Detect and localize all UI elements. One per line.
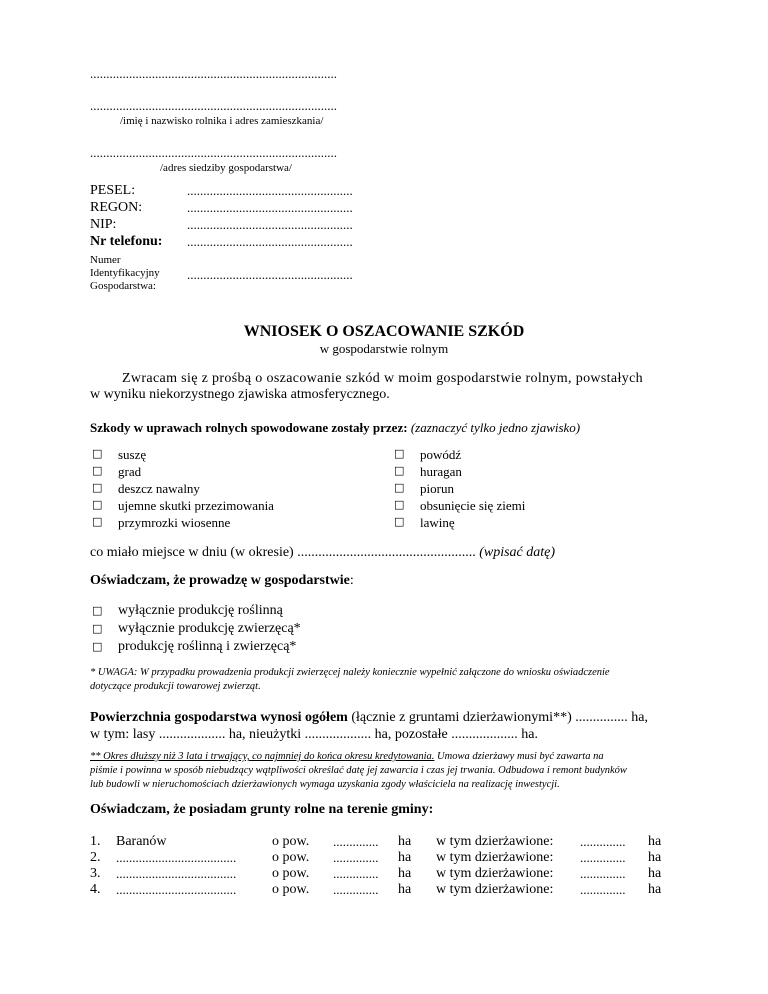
- land-row-lease: w tym dzierżawione:: [436, 850, 554, 865]
- checkbox-huragan[interactable]: □: [394, 464, 405, 477]
- land-row-opow: o pow.: [272, 834, 310, 849]
- land-row-lease: w tym dzierżawione:: [436, 866, 554, 881]
- land-row-lease-ha: ha: [648, 850, 662, 865]
- regon-field[interactable]: ...................................................: [187, 200, 353, 215]
- farm-id-label-2: Identyfikacyjny: [90, 267, 160, 279]
- land-row-lease: w tym dzierżawione:: [436, 834, 554, 849]
- production-heading: [90, 573, 354, 589]
- land-row-opow: o pow.: [272, 866, 310, 881]
- date-line-note: (wpisać datę): [479, 545, 556, 560]
- land-row-lease-ha: ha: [648, 882, 662, 897]
- checkbox-powodz[interactable]: □: [394, 447, 405, 460]
- lease-note: [90, 750, 710, 792]
- land-row-ha: ha: [398, 850, 412, 865]
- lease-note-line-3: lub budowli w nieruchomościach dzierżawionych wymaga uzyskania zgody właściciela na realizację inwestycji.: [90, 779, 560, 790]
- lease-note-line-1: [90, 750, 710, 764]
- phone-label: Nr telefonu:: [90, 234, 163, 249]
- pesel-label: PESEL:: [90, 183, 136, 198]
- damage-heading: [90, 420, 580, 436]
- checkbox-roslinna[interactable]: □: [92, 604, 103, 617]
- land-row-opow: o pow.: [272, 850, 310, 865]
- production-heading-text: Oświadczam, że prowadzę w gospodarstwie: [90, 573, 350, 588]
- land-row-gmina[interactable]: .....................................: [116, 850, 237, 865]
- lease-note-underlined: ** Okres dłuższy niż 3 lata i trwający, co najmniej do końca okresu kredytowania.: [90, 751, 435, 762]
- checkbox-lawina[interactable]: □: [394, 515, 405, 528]
- date-line-text: co miało miejsce w dniu (w okresie) ...................................................: [90, 545, 476, 560]
- land-row-gmina[interactable]: Baranów: [116, 834, 167, 849]
- checkbox-piorun[interactable]: □: [394, 481, 405, 494]
- name-line-2[interactable]: ............................................................................: [90, 98, 337, 113]
- pesel-field[interactable]: ...................................................: [187, 183, 353, 198]
- option-susza: suszę: [118, 447, 147, 462]
- option-przymrozki: przymrozki wiosenne: [118, 515, 231, 530]
- area-line-2[interactable]: w tym: lasy ................... ha, nieużytki ................... ha, pozostałe ................... ha.: [90, 727, 538, 742]
- land-row-gmina[interactable]: .....................................: [116, 866, 237, 881]
- option-deszcz: deszcz nawalny: [118, 481, 200, 496]
- land-row-num: 1.: [90, 834, 101, 849]
- land-row-lease-ha: ha: [648, 834, 662, 849]
- option-obsuniecie: obsunięcie się ziemi: [420, 498, 526, 513]
- farm-id-label-1: Numer: [90, 254, 121, 266]
- checkbox-deszcz[interactable]: □: [92, 481, 103, 494]
- checkbox-obsuniecie[interactable]: □: [394, 498, 405, 511]
- option-roslinna: wyłącznie produkcję roślinną: [118, 603, 283, 618]
- intro-line-1: Zwracam się z prośbą o oszacowanie szkód w moim gospodarstwie rolnym, powstałych: [122, 371, 643, 386]
- production-footnote-line-1: * UWAGA: W przypadku prowadzenia produkcji zwierzęcej należy koniecznie wypełnić załączone do wniosku oświadczenie: [90, 667, 610, 678]
- land-row-num: 2.: [90, 850, 101, 865]
- checkbox-grad[interactable]: □: [92, 464, 103, 477]
- option-powodz: powódź: [420, 447, 462, 462]
- damage-heading-note: (zaznaczyć tylko jedno zjawisko): [410, 420, 581, 435]
- farm-address-line[interactable]: ............................................................................: [90, 145, 337, 160]
- checkbox-mieszana[interactable]: □: [92, 640, 103, 653]
- area-heading: Powierzchnia gospodarstwa wynosi ogółem: [90, 710, 348, 725]
- production-footnote-line-2: dotyczące produkcji towarowej zwierząt.: [90, 681, 261, 692]
- nip-label: NIP:: [90, 217, 117, 232]
- option-zwierzeca: wyłącznie produkcję zwierzęcą*: [118, 621, 301, 636]
- phone-field[interactable]: ...................................................: [187, 234, 353, 249]
- option-piorun: piorun: [420, 481, 454, 496]
- name-line-1[interactable]: ............................................................................: [90, 66, 337, 81]
- document-title: WNIOSEK O OSZACOWANIE SZKÓD: [243, 323, 525, 340]
- checkbox-zwierzeca[interactable]: □: [92, 622, 103, 635]
- land-row-num: 4.: [90, 882, 101, 897]
- area-line-1-rest: (łącznie z gruntami dzierżawionymi**) ............... ha,: [351, 710, 648, 725]
- checkbox-susza[interactable]: □: [92, 447, 103, 460]
- farm-address-caption: /adres siedziby gospodarstwa/: [160, 162, 292, 174]
- area-line-1[interactable]: [90, 710, 648, 726]
- land-row-lease: w tym dzierżawione:: [436, 882, 554, 897]
- date-line[interactable]: [90, 545, 555, 561]
- document-subtitle: w gospodarstwie rolnym: [319, 341, 449, 356]
- land-row-area[interactable]: ..............: [333, 834, 379, 849]
- farm-id-field[interactable]: ...................................................: [187, 267, 353, 282]
- land-row-ha: ha: [398, 834, 412, 849]
- intro-line-2: w wyniku niekorzystnego zjawiska atmosferycznego.: [90, 387, 390, 402]
- land-row-num: 3.: [90, 866, 101, 881]
- damage-heading-text: Szkody w uprawach rolnych spowodowane zostały przez:: [90, 420, 408, 435]
- land-row-lease-area[interactable]: ..............: [580, 834, 626, 849]
- name-caption: /imię i nazwisko rolnika i adres zamieszkania/: [120, 115, 324, 127]
- production-footnote: [90, 666, 710, 694]
- land-row-area[interactable]: ..............: [333, 850, 379, 865]
- land-row-area[interactable]: ..............: [333, 866, 379, 881]
- nip-field[interactable]: ...................................................: [187, 217, 353, 232]
- option-mieszana: produkcję roślinną i zwierzęcą*: [118, 639, 297, 654]
- checkbox-przymrozki[interactable]: □: [92, 515, 103, 528]
- land-row-opow: o pow.: [272, 882, 310, 897]
- land-heading: Oświadczam, że posiadam grunty rolne na terenie gminy:: [90, 802, 434, 817]
- regon-label: REGON:: [90, 200, 143, 215]
- land-row-area[interactable]: ..............: [333, 882, 379, 897]
- option-przezimowanie: ujemne skutki przezimowania: [118, 498, 274, 513]
- option-huragan: huragan: [420, 464, 462, 479]
- production-heading-colon: :: [349, 573, 354, 588]
- lease-note-line-1-rest: Umowa dzierżawy musi być zawarta na: [434, 751, 604, 762]
- land-row-lease-ha: ha: [648, 866, 662, 881]
- option-lawina: lawinę: [420, 515, 455, 530]
- land-row-lease-area[interactable]: ..............: [580, 850, 626, 865]
- option-grad: grad: [118, 464, 142, 479]
- land-row-gmina[interactable]: .....................................: [116, 882, 237, 897]
- farm-id-label-3: Gospodarstwa:: [90, 280, 156, 292]
- land-row-ha: ha: [398, 882, 412, 897]
- checkbox-przezimowanie[interactable]: □: [92, 498, 103, 511]
- lease-note-line-2: piśmie i powinna w sposób niebudzący wątpliwości określać datę jej zawarcia i czas jej trwania. Odbudowa i remont budynków: [90, 765, 627, 776]
- land-row-ha: ha: [398, 866, 412, 881]
- land-row-lease-area[interactable]: ..............: [580, 866, 626, 881]
- land-row-lease-area[interactable]: ..............: [580, 882, 626, 897]
